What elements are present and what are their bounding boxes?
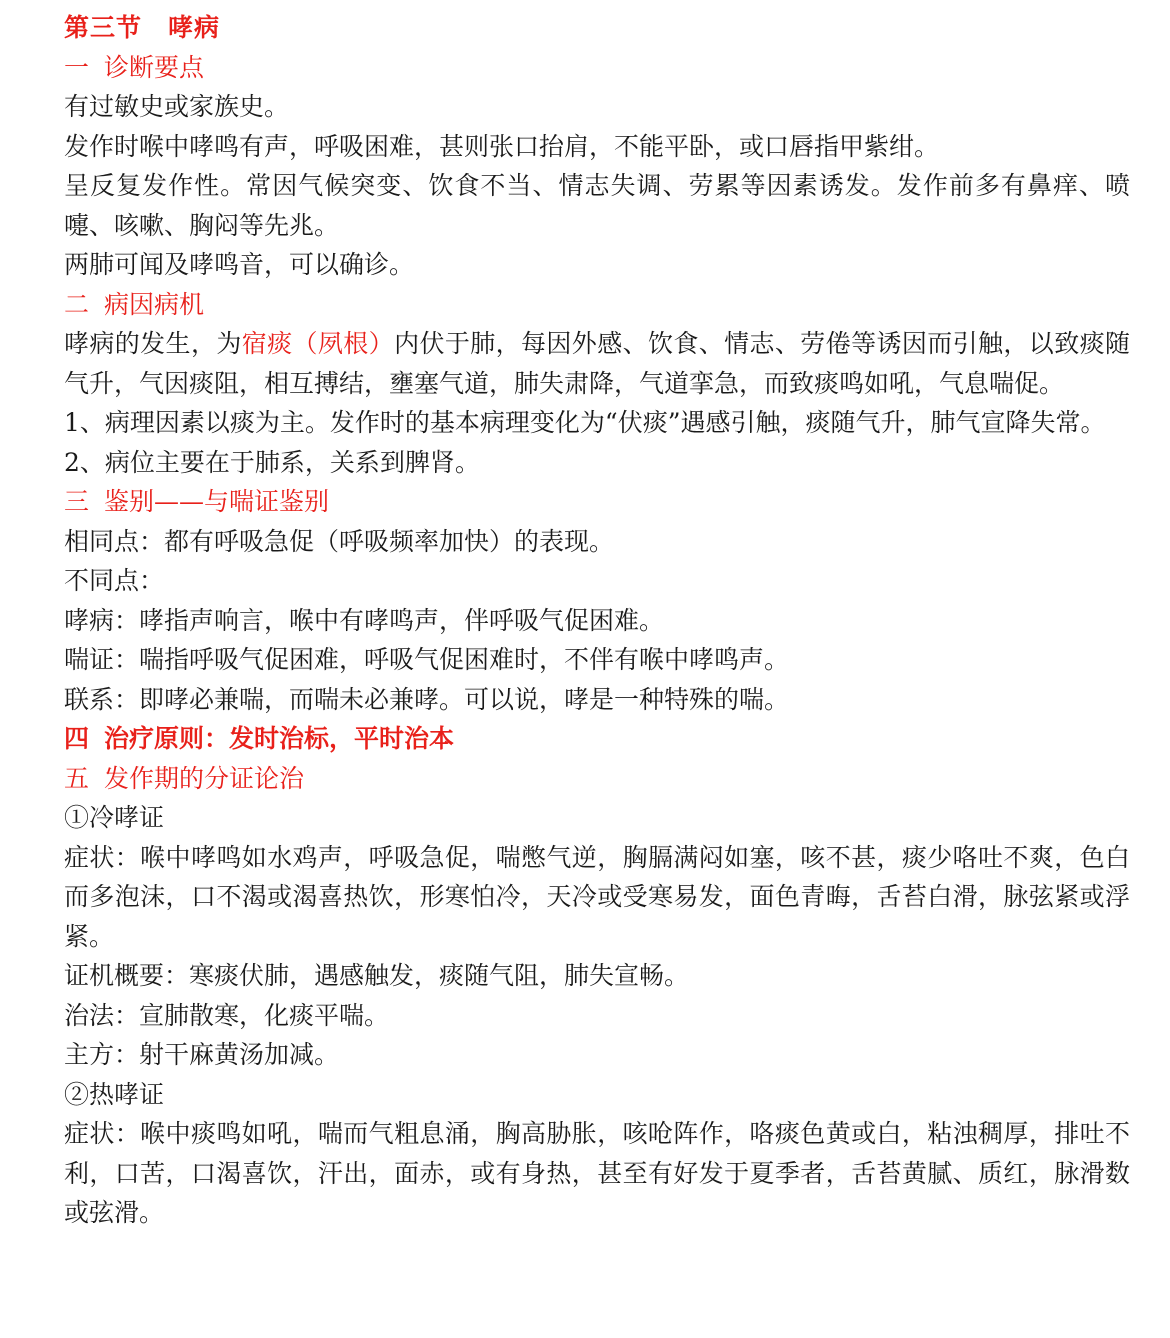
paragraph: 联系：即哮必兼喘，而喘未必兼哮。可以说，哮是一种特殊的喘。 — [64, 684, 790, 714]
paragraph: 1、病理因素以痰为主。发作时的基本病理变化为“伏痰”遇感引触，痰随气升，肺气宣降失常。 — [64, 408, 1106, 437]
subsection-label-cold: ①冷哮证 — [64, 803, 165, 832]
highlight-term: 宿痰（夙根） — [241, 329, 395, 358]
paragraph: 两肺可闻及哮鸣音，可以确诊。 — [64, 250, 415, 279]
paragraph: 证机概要：寒痰伏肺，遇感触发，痰随气阻，肺失宣畅。 — [64, 961, 690, 990]
paragraph: 症状：喉中哮鸣如水鸡声，呼吸急促，喘憋气逆，胸膈满闷如塞，咳不甚，痰少咯吐不爽，色白而多泡沫，口不渴或渴喜热饮，形寒怕冷，天冷或受寒易发，面色青晦，舌苔白滑，脉弦紧或浮紧。 — [64, 842, 1130, 951]
document-page — [64, 8, 1130, 1233]
chapter-name: 哮病 — [168, 13, 221, 42]
section-heading-differentiation: 三 鉴别——与喘证鉴别 — [64, 487, 330, 516]
section-heading-diagnosis: 一 诊断要点 — [64, 52, 205, 82]
paragraph: 相同点：都有呼吸急促（呼吸频率加快）的表现。 — [64, 526, 615, 556]
paragraph: 主方：射干麻黄汤加减。 — [64, 1040, 340, 1069]
page-title — [64, 8, 1130, 48]
paragraph: 发作时喉中哮鸣有声，呼吸困难，甚则张口抬肩，不能平卧，或口唇指甲紫绀。 — [64, 131, 940, 161]
subsection-label-hot: ②热哮证 — [64, 1079, 165, 1109]
section-heading-etiology: 二 病因病机 — [64, 289, 205, 319]
paragraph: 哮病：哮指声响言，喉中有哮鸣声，伴呼吸气促困难。 — [64, 605, 665, 635]
paragraph: 症状：喉中痰鸣如吼，喘而气粗息涌，胸高胁胀，咳呛阵作，咯痰色黄或白，粘浊稠厚，排吐不利，口苦，口渴喜饮，汗出，面赤，或有身热，甚至有好发于夏季者，舌苔黄腻、质红，脉滑数或弦滑。 — [64, 1119, 1130, 1227]
section-heading-syndrome-treatment: 五 发作期的分证论治 — [64, 763, 305, 793]
paragraph: 喘证：喘指呼吸气促困难，呼吸气促困难时，不伴有喉中哮鸣声。 — [64, 645, 790, 674]
paragraph: 2、病位主要在于肺系，关系到脾肾。 — [64, 447, 480, 477]
paragraph: 有过敏史或家族史。 — [64, 92, 290, 121]
paragraph: 呈反复发作性。常因气候突变、饮食不当、情志失调、劳累等因素诱发。发作前多有鼻痒、喷嚏、咳嗽、胸闷等先兆。 — [64, 171, 1130, 240]
section-heading-treatment-principle: 四 治疗原则：发时治标，平时治本 — [64, 724, 455, 753]
paragraph: 哮病的发生，为宿痰（夙根）内伏于肺，每因外感、饮食、情志、劳倦等诱因而引触，以致痰随气升，气因痰阻，相互搏结，壅塞气道，肺失肃降，气道挛急，而致痰鸣如吼，气息喘促。 — [64, 329, 1130, 398]
chapter-label: 第三节 — [64, 13, 143, 42]
paragraph: 不同点： — [64, 566, 165, 595]
paragraph: 治法：宣肺散寒，化痰平喘。 — [64, 1000, 390, 1030]
